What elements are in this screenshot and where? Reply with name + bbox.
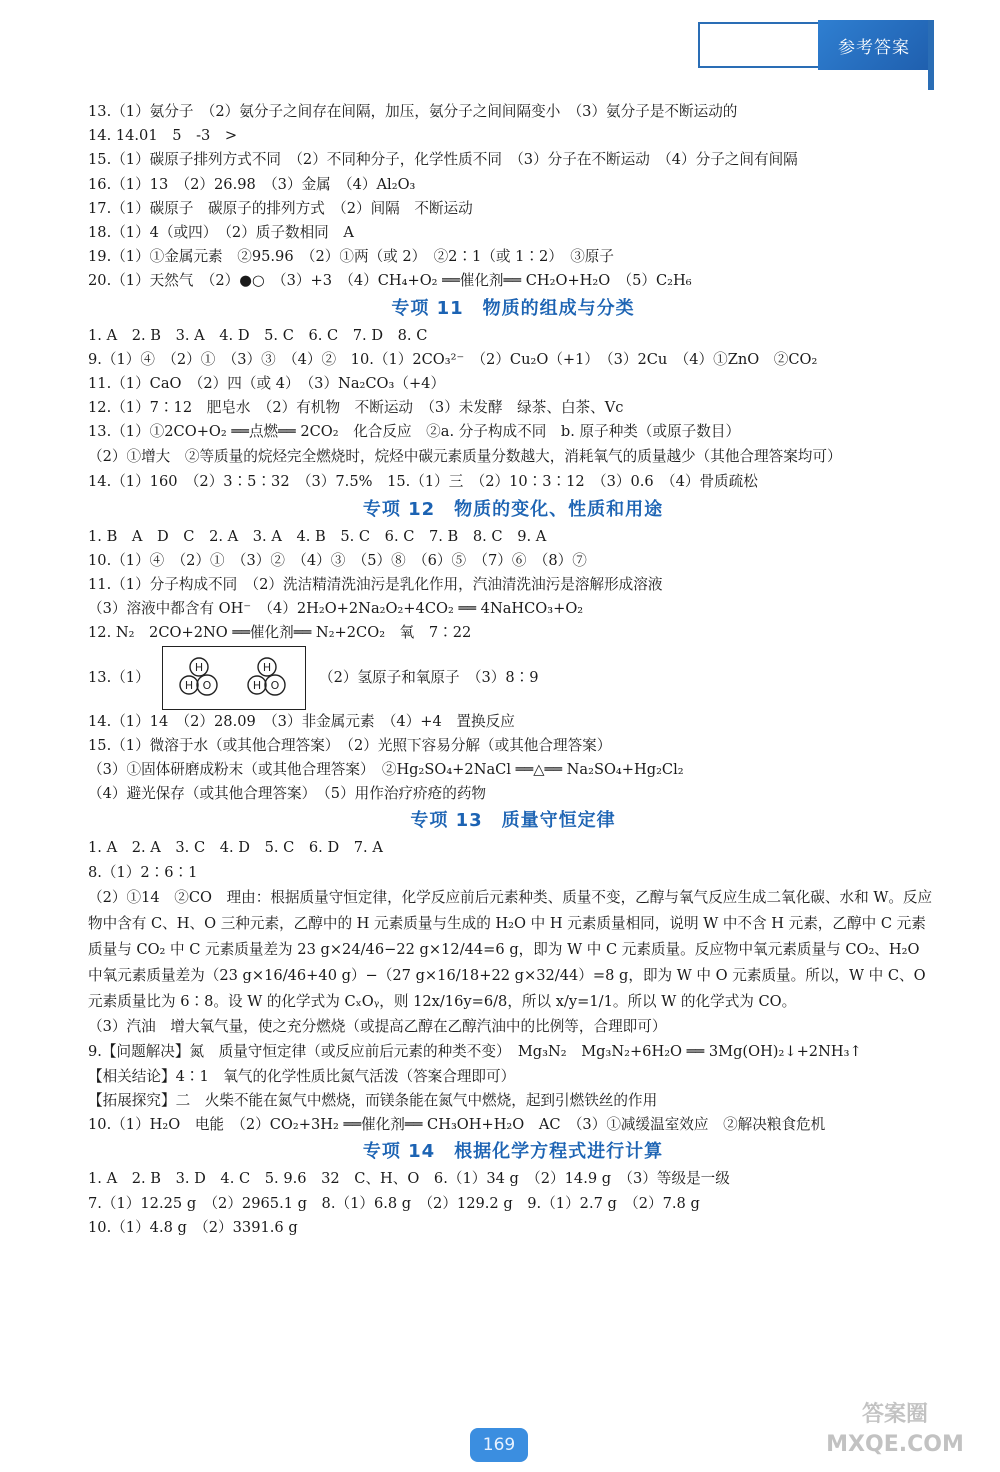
answer-line: 13.（1）氨分子 （2）氨分子之间存在间隔，加压，氨分子之间间隔变小 （3）氨分子是不断运动的 <box>88 103 738 120</box>
water-molecule-diagram <box>162 646 306 710</box>
answer-prefix: 13.（1） <box>88 668 150 686</box>
svg-text:H: H <box>253 678 262 692</box>
answer-line: 【相关结论】4∶1 氧气的化学性质比氮气活泼（答案合理即可） <box>88 1067 516 1085</box>
answer-paragraph: （2）①增大 ②等质量的烷烃完全燃烧时，烷烃中碳元素质量分数越大，消耗氧气的质量越少（其他合理答案均可） <box>88 448 842 466</box>
answer-line: 16.（1）13 （2）26.98 （3）金属 （4）Al₂O₃ <box>88 175 416 193</box>
answer-line: （3）溶液中都含有 OH⁻ （4）2H₂O+2Na₂O₂+4CO₂ ══ 4NaHCO₃+O₂ <box>88 600 584 618</box>
answer-line: （4）避光保存（或其他合理答案） （5）用作治疗疥疮的药物 <box>88 785 487 803</box>
answer-line: 15.（1）碳原子排列方式不同 （2）不同种分子，化学性质不同 （3）分子在不断运动 （4）分子之间有间隔 <box>88 151 798 169</box>
water-molecule-icon <box>163 647 305 709</box>
answer-line: 10.（1）④ （2）① （3）② （4）③ （5）⑧ （6）⑤ （7）⑥ （8）⑦ <box>88 551 587 569</box>
answer-line: 9.（1）④ （2）① （3）③ （4）② 10.（1）2CO₃²⁻ （2）Cu₂O（+1） （3）2Cu （4）①ZnO ②CO₂ <box>88 350 818 368</box>
answer-line: 11.（1）分子构成不同 （2）洗洁精清洗油污是乳化作用，汽油清洗油污是溶解形成溶液 <box>88 576 663 593</box>
answer-line: 20.（1）天然气 （2）●○ （3）+3 （4）CH₄+O₂ ══催化剂══ CH₂O+H₂O （5）C₂H₆ <box>88 272 692 290</box>
answer-line: 14.（1）160 （2）3∶5∶32 （3）7.5% 15.（1）三 （2）10∶3∶12 （3）0.6 （4）骨质疏松 <box>88 473 758 491</box>
answer-line: 1. B A D C 2. A 3. A 4. B 5. C 6. C 7. B 8. C 9. A <box>88 527 547 545</box>
answer-line: 14.（1）14 （2）28.09 （3）非金属元素 （4）+4 置换反应 <box>88 712 515 730</box>
svg-text:O: O <box>270 678 280 692</box>
answer-line: 7.（1）12.25 g （2）2965.1 g 8.（1）6.8 g （2）129.2 g 9.（1）2.7 g （2）7.8 g <box>88 1194 700 1212</box>
answer-content <box>88 100 938 1240</box>
answer-line: 1. A 2. B 3. D 4. C 5. 9.6 32 C、H、O 6.（1）34 g （2）14.9 g （3）等级是一级 <box>88 1170 730 1188</box>
answer-line: 13.（1）①2CO+O₂ ══点燃══ 2CO₂ 化合反应 ②a. 分子构成不同 b. 原子种类（或原子数目） <box>88 423 741 441</box>
answer-paragraph: （2）①14 ②CO 理由：根据质量守恒定律，化学反应前后元素种类、质量不变，乙醇与氧气反应生成二氧化碳、水和 W。反应物中含有 C、H、O 三种元素，乙醇中的 H 元素质量与生成的 H₂O 中 H 元素质量相同，说明 W 中不含 H 元素，乙醇中 C 元素质量与 CO₂ 中 C 元素质量差为 23 g×24/46−22 g×12/44=6 g，即为 W 中 C 元素质量。反应物中氧元素质量与 CO₂、H₂O 中氧元素质量差为（23 g×16/46+40 g）−（27 g×16/18+22 g×32/44）=8 g，即为 W 中 O 元素质量。所以，W 中 C、O 元素质量比为 6∶8。设 W 的化学式为 CₓOᵧ，则 12x/16y=6/8，所以 x/y=1/1。所以 W 的化学式为 CO。 <box>88 888 933 1010</box>
answer-suffix: （2）氢原子和氧原子 （3）8∶9 <box>318 668 539 686</box>
answer-line: 17.（1）碳原子 碳原子的排列方式 （2）间隔 不断运动 <box>88 199 473 217</box>
section-title-11: 专项 11 物质的组成与分类 <box>391 297 635 319</box>
answer-line: 10.（1）4.8 g （2）3391.6 g <box>88 1218 298 1236</box>
answer-line: 1. A 2. B 3. A 4. D 5. C 6. C 7. D 8. C <box>88 326 428 344</box>
header-tab: 参考答案 <box>818 20 930 70</box>
answer-line: 12.（1）7∶12 肥皂水 （2）有机物 不断运动 （3）未发酵 绿茶、白茶、Vc <box>88 399 624 417</box>
answer-line: 15.（1）微溶于水（或其他合理答案） （2）光照下容易分解（或其他合理答案） <box>88 736 612 754</box>
page-number: 169 <box>470 1428 528 1462</box>
svg-text:O: O <box>202 678 212 692</box>
answer-line-13 <box>88 646 938 710</box>
svg-text:H: H <box>195 660 204 674</box>
svg-text:H: H <box>185 678 194 692</box>
section-title-14: 专项 14 根据化学方程式进行计算 <box>362 1141 664 1163</box>
answer-line: 10.（1）H₂O 电能 （2）CO₂+3H₂ ══催化剂══ CH₃OH+H₂O AC （3）①减缓温室效应 ②解决粮食危机 <box>88 1116 826 1134</box>
answer-line: （3）①固体研磨成粉末（或其他合理答案） ②Hg₂SO₄+2NaCl ══△══ Na₂SO₄+Hg₂Cl₂ <box>88 760 684 778</box>
answer-paragraph: 9.【问题解决】氮 质量守恒定律（或反应前后元素的种类不变） Mg₃N₂ Mg₃N₂+6H₂O ══ 3Mg(OH)₂↓+2NH₃↑ <box>88 1042 862 1060</box>
watermark-logo: 答案圈 MXQE.COM <box>826 1402 964 1457</box>
answer-line: 12. N₂ 2CO+2NO ══催化剂══ N₂+2CO₂ 氧 7∶22 <box>88 624 472 642</box>
answer-line: 11.（1）CaO （2）四（或 4） （3）Na₂CO₃（+4） <box>88 374 446 392</box>
answer-line: 14. 14.01 5 -3 > <box>88 127 238 145</box>
section-title-13: 专项 13 质量守恒定律 <box>410 810 616 832</box>
header-stripe <box>928 20 934 90</box>
answer-line: 18.（1）4（或四） （2）质子数相同 A <box>88 223 354 241</box>
answer-line: 1. A 2. A 3. C 4. D 5. C 6. D 7. A <box>88 839 383 857</box>
answer-line: 19.（1）①金属元素 ②95.96 （2）①两（或 2） ②2∶1（或 1∶2） ③原子 <box>88 248 614 266</box>
section-title-12: 专项 12 物质的变化、性质和用途 <box>362 498 664 520</box>
answer-line: 8.（1）2∶6∶1 <box>88 863 198 881</box>
answer-line: 【拓展探究】二 火柴不能在氮气中燃烧，而镁条能在氮气中燃烧，起到引燃铁丝的作用 <box>88 1092 658 1110</box>
svg-text:H: H <box>263 660 272 674</box>
answer-line: （3）汽油 增大氧气量，使之充分燃烧（或提高乙醇在乙醇汽油中的比例等，合理即可） <box>88 1017 667 1035</box>
